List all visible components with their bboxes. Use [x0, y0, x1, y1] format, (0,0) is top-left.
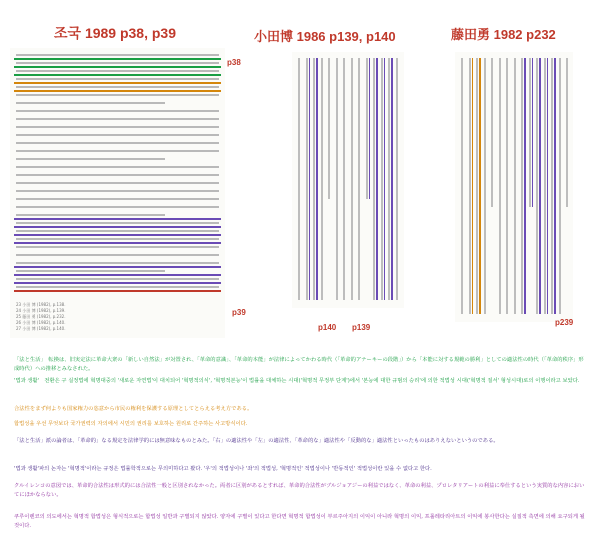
- text-column: [358, 58, 360, 300]
- highlight-underline: [14, 234, 221, 236]
- text-column: [381, 58, 383, 300]
- footnote: 25 藤田 勇 (1982), p.232.: [16, 314, 66, 319]
- highlight-underline: [14, 290, 221, 292]
- text-line: [16, 214, 165, 216]
- page-mark: p38: [227, 58, 241, 67]
- text-line: [16, 94, 219, 96]
- text-line: [16, 158, 165, 160]
- text-line: [16, 126, 219, 128]
- highlight-underline: [14, 226, 221, 228]
- text-column: [328, 58, 330, 199]
- text-line: [16, 254, 219, 256]
- annotation-para-kr-3: '법과 생활'파의 논자는 '혁명적'이라는 규정은 법률학적으로는 무의미하다고 봤다. '우'의 적법성이나 '좌'의 적법성, '혁명적인' 적법성이나 '반동적인' 적법성이란 있을 수 없다고 한다.: [14, 466, 432, 472]
- text-line: [16, 150, 219, 152]
- scan-kr-page: [10, 48, 225, 338]
- scan-jp-page-2: [455, 52, 573, 322]
- footnote: 27 小田 博 (1982), p.140.: [16, 326, 66, 331]
- page-mark: p239: [555, 318, 574, 327]
- footnote: 26 小田 博 (1982), p.140.: [16, 320, 66, 325]
- annotation-para-jp-2: 合法性をまず何よりも国家権力の恣意から市民の権利を保護する原理としてとらえる考え方である。: [14, 406, 253, 412]
- text-column: [351, 58, 353, 300]
- text-line: [16, 222, 219, 224]
- text-column: [343, 58, 345, 300]
- text-column: [566, 58, 568, 207]
- annotation-para-jp-3: 「法と生活」派の論者は、「革命的」なる規定を法律学的には無意味なものとみた。「右」の適法性や「左」の適法性、「革命的な」適法性や「反動的な」適法性といったものはありえないというのである。: [14, 438, 499, 444]
- annotation-para-kr-1: '법과 생활' 전환은 구 실정법에 혁명대중의 '새로운 자연법'이 대치되어 '혁명적의식', '혁명적본능'이 법률을 대체하는 시대('혁명적 무정부 단계')에서 '본능에 대한 규범의 승리'에 의한 적법성 시대('혁명적 질서' 형성시대)로의 이행이라고 보았다.: [14, 378, 580, 384]
- text-line: [16, 174, 219, 176]
- highlight-sideline: [547, 58, 549, 314]
- text-line: [16, 118, 219, 120]
- highlight-underline: [14, 82, 221, 84]
- footnote: 23 小田 博 (1982), p.138.: [16, 302, 66, 307]
- highlight-sideline: [472, 58, 474, 314]
- text-column: [306, 58, 308, 300]
- text-line: [16, 246, 219, 248]
- highlight-sideline: [391, 58, 393, 300]
- highlight-underline: [14, 282, 221, 284]
- text-column: [476, 58, 478, 314]
- text-column: [551, 58, 553, 314]
- highlight-underline: [14, 58, 221, 60]
- text-column: [321, 58, 323, 300]
- text-line: [16, 182, 219, 184]
- text-column: [544, 58, 546, 314]
- text-column: [469, 58, 471, 314]
- text-column: [506, 58, 508, 314]
- text-column: [529, 58, 531, 207]
- header-jp-reference-1: 小田博 1986 p139, p140: [254, 29, 396, 44]
- text-column: [313, 58, 315, 300]
- text-column: [366, 58, 368, 199]
- annotation-para-kr-4: 쿠루이렌코의 의도에서는 혁명적 합법성은 형식적으로는 합법성 일반과 구별되지 않았다. 양자에 구별이 있다고 한다면 혁명적 합법성이 부르주아지의 이익이 아니라 혁명의 이익, 프롤레타리아트의 이익에 봉사한다는 실질적 측면에 의해 요구되게 될 것이다.: [14, 514, 585, 529]
- annotation-para-jp-4: クルイレンコの意図では、革命的合法性は形式的には合法性一般と区別されなかった。両者に区別があるとすれば、革命的合法性がブルジョアジーの利益ではなく、革命の利益、プロレタリアートの利益に奉仕するという実質的な内容においてにほかならない。: [14, 483, 585, 498]
- highlight-sideline: [369, 58, 371, 199]
- text-line: [16, 230, 219, 232]
- highlight-sideline: [539, 58, 541, 314]
- highlight-underline: [14, 218, 221, 220]
- text-line: [16, 142, 219, 144]
- highlight-sideline: [309, 58, 311, 300]
- text-line: [16, 166, 219, 168]
- highlight-sideline: [532, 58, 534, 207]
- text-line: [16, 78, 219, 80]
- highlight-sideline: [524, 58, 526, 314]
- highlight-underline: [14, 74, 221, 76]
- text-column: [521, 58, 523, 314]
- text-column: [461, 58, 463, 314]
- text-column: [536, 58, 538, 314]
- highlight-sideline: [384, 58, 386, 300]
- text-line: [16, 102, 165, 104]
- page-mark: p140: [318, 323, 337, 332]
- highlight-underline: [14, 90, 221, 92]
- text-column: [491, 58, 493, 207]
- highlight-underline: [14, 266, 221, 268]
- text-line: [16, 286, 219, 288]
- text-line: [16, 54, 219, 56]
- text-column: [499, 58, 501, 314]
- text-line: [16, 198, 219, 200]
- page-mark: p139: [352, 323, 371, 332]
- header-jp-reference-2: 藤田勇 1982 p232: [451, 27, 556, 42]
- highlight-sideline: [479, 58, 481, 314]
- text-column: [298, 58, 300, 300]
- annotation-para-kr-2: 합법성을 우선 무엇보다 국가권력의 자의에서 시민의 권리를 보호하는 원리로 간주하는 사고방식이다.: [14, 421, 248, 427]
- text-line: [16, 62, 219, 64]
- text-line: [16, 86, 219, 88]
- text-line: [16, 262, 219, 264]
- highlight-underline: [14, 274, 221, 276]
- text-column: [388, 58, 390, 300]
- text-line: [16, 190, 219, 192]
- text-line: [16, 278, 219, 280]
- text-line: [16, 270, 165, 272]
- text-column: [559, 58, 561, 314]
- footnote: 24 小田 博 (1982), p.139.: [16, 308, 66, 313]
- text-column: [514, 58, 516, 314]
- scan-jp-page-1: [292, 52, 404, 308]
- text-column: [336, 58, 338, 300]
- highlight-underline: [14, 242, 221, 244]
- text-column: [373, 58, 375, 300]
- highlight-sideline: [554, 58, 556, 314]
- text-column: [484, 58, 486, 314]
- header-kr-reference: 조국 1989 p38, p39: [54, 25, 176, 41]
- text-line: [16, 206, 219, 208]
- text-column: [396, 58, 398, 300]
- highlight-sideline: [376, 58, 378, 300]
- highlight-underline: [14, 66, 221, 68]
- text-line: [16, 134, 219, 136]
- annotation-para-jp-1: 「法と生活」 転換は、旧実定法に革命大衆の「新しい自然法」が対置され、「革命的意識」、「革命的本能」が法律によってかわる時代（「革命的アナーキーの段階」）から「本能に対する規範の勝利」としての適法性の時代（「革命的秩序」形成時代）への推移とみなされた。: [14, 357, 584, 372]
- text-line: [16, 70, 219, 72]
- text-line: [16, 110, 219, 112]
- highlight-sideline: [316, 58, 318, 300]
- page-mark: p39: [232, 308, 246, 317]
- text-line: [16, 238, 219, 240]
